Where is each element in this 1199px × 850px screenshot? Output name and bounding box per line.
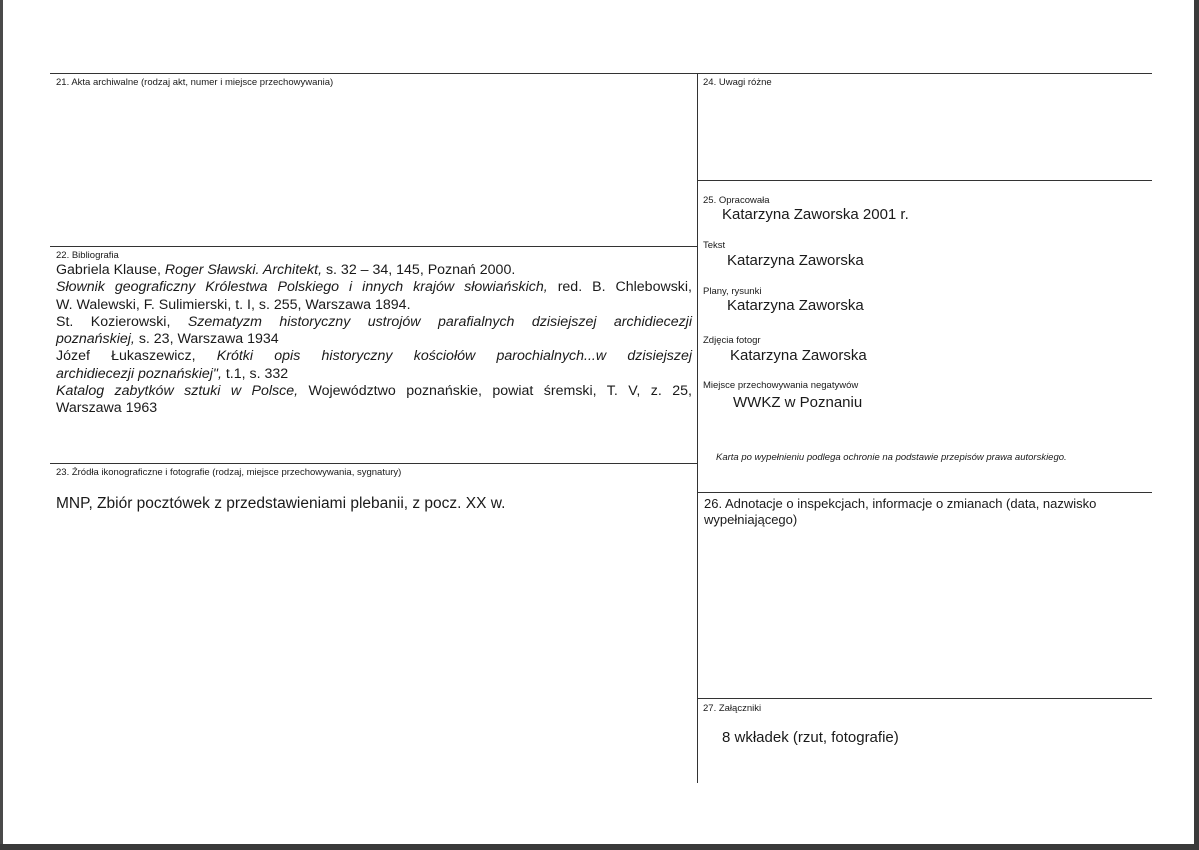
- bib-details: Województwo poznańskie, powiat śremski, T. V, z. 25,: [298, 383, 692, 400]
- tekst-value: Katarzyna Zaworska: [727, 252, 864, 269]
- zdjecia-value: Katarzyna Zaworska: [730, 347, 867, 364]
- sec27-value: 8 wkładek (rzut, fotografie): [722, 729, 899, 746]
- bib-entry-3-line-1: [56, 314, 692, 331]
- line-sec22-bottom: [50, 463, 697, 464]
- sec27-label: 27. Załączniki: [703, 703, 762, 714]
- bib-entry-4-line-2: [56, 366, 692, 383]
- bib-title: Katalog zabytków sztuki w Polsce,: [56, 383, 299, 400]
- bib-entry-3-line-2: [56, 331, 692, 348]
- bib-details: t.1, s. 332: [221, 365, 289, 382]
- bib-details: s. 23, Warszawa 1934: [134, 331, 279, 348]
- bib-entry-1: [56, 262, 692, 279]
- sec25-label: 25. Opracowała: [703, 195, 770, 206]
- plany-label: Plany, rysunki: [703, 286, 762, 297]
- bib-details: red. B. Chlebowski,: [547, 279, 692, 296]
- sec26-label: 26. Adnotacje o inspekcjach, informacje o zmianach (data, nazwisko wypełniającego): [704, 496, 1097, 527]
- sec23-label: 23. Źródła ikonograficzne i fotografie (rodzaj, miejsce przechowywania, sygnatury): [56, 467, 402, 478]
- copyright-note: Karta po wypełnieniu podlega ochronie na podstawie przepisów prawa autorskiego.: [716, 452, 1067, 463]
- bib-entry-5-line-2: Warszawa 1963: [56, 400, 158, 417]
- bibliography-list: [56, 262, 692, 418]
- bib-entry-5-line-1: [56, 383, 692, 400]
- bib-title: archidiecezji poznańskiej",: [56, 365, 222, 382]
- bib-author: Gabriela Klause,: [56, 262, 165, 278]
- bib-title: Słownik geograficzny Królestwa Polskiego i innych krajów słowiańskich,: [56, 279, 548, 296]
- sec25-value: Katarzyna Zaworska 2001 r.: [722, 206, 909, 223]
- negatywy-value: WWKZ w Poznaniu: [733, 394, 863, 411]
- negatywy-label: Miejsce przechowywania negatywów: [703, 380, 859, 391]
- scan-edge-bottom: [0, 844, 1199, 850]
- line-sec21-bottom: [50, 246, 697, 247]
- bib-title: Szematyzm historyczny ustrojów parafialnych dzisiejszej archidiecezji: [187, 313, 692, 330]
- sec24-label: 24. Uwagi różne: [703, 77, 772, 88]
- sec21-label: 21. Akta archiwalne (rodzaj akt, numer i miejsce przechowywania): [56, 77, 334, 88]
- bib-entry-2-line-1: [56, 279, 692, 296]
- scan-edge-left: [0, 0, 3, 850]
- bib-title: Roger Sławski. Architekt,: [164, 262, 323, 278]
- line-sec25-bottom: [697, 492, 1152, 493]
- sec23-value: MNP, Zbiór pocztówek z przedstawieniami plebanii, z pocz. XX w.: [56, 495, 506, 512]
- scan-edge-right: [1194, 0, 1199, 850]
- tekst-label: Tekst: [703, 240, 726, 251]
- bib-entry-4-line-1: [56, 348, 692, 365]
- bib-author: Józef Łukaszewicz,: [56, 348, 217, 365]
- bib-title: Krótki opis historyczny kościołów parochialnych...w dzisiejszej: [216, 348, 692, 365]
- line-top: [50, 73, 1152, 74]
- plany-value: Katarzyna Zaworska: [727, 297, 864, 314]
- bib-entry-2-line-2: W. Walewski, F. Sulimierski, t. I, s. 255, Warszawa 1894.: [56, 296, 411, 313]
- line-sec24-bottom: [697, 180, 1152, 181]
- sec22-label: 22. Bibliografia: [56, 250, 119, 261]
- bib-author: St. Kozierowski,: [56, 313, 188, 330]
- bib-title: poznańskiej,: [56, 331, 135, 348]
- line-sec26-bottom: [697, 698, 1152, 699]
- zdjecia-label: Zdjęcia fotogr: [703, 335, 761, 346]
- bib-details: s. 32 – 34, 145, Poznań 2000.: [322, 262, 516, 278]
